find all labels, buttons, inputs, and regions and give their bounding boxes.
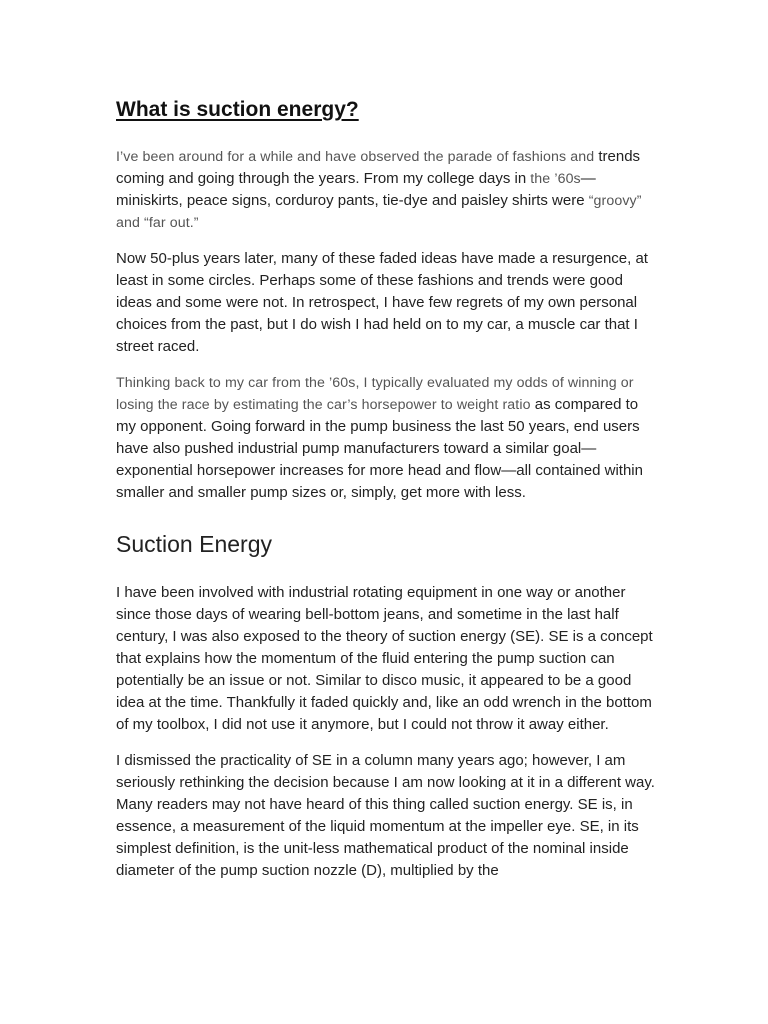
paragraph-1	[116, 146, 656, 234]
paragraph-1-quote: “groovy” and “far out.”	[116, 193, 642, 231]
paragraph-4: I have been involved with industrial rotating equipment in one way or another since those days of wearing bell-bottom jeans, and sometime in the last half century, I was also exposed to the theory of suction energy (SE). SE is a concept that explains how the momentum of the fluid entering the pump suction can potentially be an issue or not. Similar to disco music, it appeared to be a good idea at the time. Thankfully it faded quickly and, like an odd wrench in the bottom of my toolbox, I did not use it anymore, but I could not throw it away either.	[116, 584, 653, 733]
article-title: What is suction energy?	[116, 98, 359, 121]
paragraph-3-lead: Thinking back to my car from the ’60s, I typically evaluated my odds of winning or losing the race by estimating the car’s horsepower to weight ratio	[116, 375, 634, 413]
article	[116, 96, 656, 882]
paragraph-3-text: as compared to my opponent. Going forward in the pump business the last 50 years, end users have also pushed industrial pump manufacturers toward a similar goal—exponential horsepower increases for more head and flow—all contained within smaller and smaller pump sizes or, simply, get more with less.	[116, 396, 643, 501]
paragraph-1-decade: the ’60s	[526, 171, 581, 187]
paragraph-5: I dismissed the practicality of SE in a column many years ago; however, I am seriously rethinking the decision because I am now looking at it in a different way. Many readers may not have heard of this thing called suction energy. SE is, in essence, a measurement of the liquid momentum at the impeller eye. SE, in its simplest definition, is the unit-less mathematical product of the nominal inside diameter of the pump suction nozzle (D), multiplied by the	[116, 752, 655, 879]
section-heading: Suction Energy	[116, 531, 272, 557]
paragraph-2: Now 50-plus years later, many of these faded ideas have made a resurgence, at least in some circles. Perhaps some of these fashions and trends were good ideas and some were not. In retrospect, I have few regrets of my own personal choices from the past, but I do wish I had held on to my car, a muscle car that I street raced.	[116, 250, 648, 355]
paragraph-1-text-2: —miniskirts, peace signs, corduroy pants, tie-dye and paisley shirts were	[116, 170, 596, 209]
paragraph-3	[116, 372, 656, 504]
spacer	[116, 124, 656, 146]
paragraph-1-lead: I’ve been around for a while and have observed the parade of fashions and	[116, 149, 595, 165]
paragraph-1-text: trends coming and going through the years. From my college days in	[116, 148, 641, 187]
